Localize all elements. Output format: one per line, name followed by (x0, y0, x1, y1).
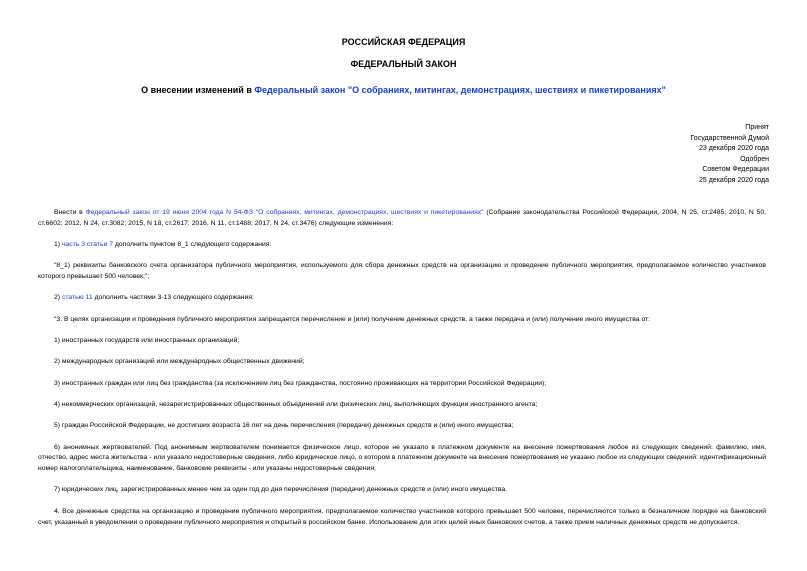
item-2-link[interactable]: статью 11 (61, 294, 93, 302)
item-2-paragraph (38, 293, 766, 304)
subitem-6-paragraph: 6) анонимных жертвователей. Под анонимным жертвователем понимается физическое лицо, которое не указало в платежном документе на внесение пожертвования любое из следующих сведений: фамилию, имя, отчество, адрес места жительства - или указало недостоверные сведения, либо юридическое лицо, о котором в платежном документе на внесение пожертвования не указано любое из следующих сведений: идентификационный номер налогоплательщика, наименование, банковские реквизиты - или указаны недостоверные сведения; (38, 443, 766, 473)
law-title-prefix: О внесении изменений в (141, 85, 255, 95)
intro-prefix: Внести в (54, 209, 86, 216)
adoption-line: Принят (745, 124, 769, 131)
subitem-3-paragraph: 3) иностранных граждан или лиц без гражданства (за исключением лиц без гражданства, постоянно проживающих на территории Российской Федерации); (54, 379, 547, 387)
subitem-5-paragraph: 5) граждан Российской Федерации, не достигших возраста 16 лет на день перечисления (передачи) денежных средств и (или) иного имущества; (54, 422, 514, 430)
adoption-line: Одобрен (740, 155, 769, 163)
item-2-suffix: дополнить частями 3-13 следующего содержания: (92, 294, 254, 302)
subitem-2-paragraph: 2) международных организаций или международных общественных движений; (54, 358, 305, 366)
law-title (0, 84, 807, 96)
intro-law-link[interactable]: Федеральный закон от 19 июня 2004 года N 54-ФЗ "О собраниях, митингах, демонстрациях, шествиях и пикетированиях" (85, 209, 484, 216)
intro-suffix: (Собрание законодательства Российской Федерации, 2004, N 25, ст.2485; 2010, N 50, ст.6602; 2012, N 24, ст.3082; 2015, N 18, ст.2617; 2016, N 11, ст.1488; 2017, N 24, ст.3476) следующие изменения: (38, 209, 766, 227)
part-4-paragraph: 4. Все денежные средства на организацию и проведение публичного мероприятия, предполагаемое количество участников которого превышает 500 человек, перечисляются только в безналичном порядке на банковский счет, указанный в уведомлении о проведении публичного мероприятия и открытый в российском банке. Использование для этих целей иных банковских счетов, а также прием наличных денежных средств не допускается. (38, 507, 766, 526)
country-heading: РОССИЙСКАЯ ФЕДЕРАЦИЯ (341, 37, 466, 47)
adoption-line: Советом Федерации (702, 166, 769, 174)
item-2-prefix: 2) (54, 294, 62, 302)
item-1-suffix: дополнить пунктом 8_1 следующего содержания: (113, 241, 272, 249)
adoption-line: 23 декабря 2020 года (698, 145, 769, 153)
item-1-paragraph (38, 240, 766, 251)
subitem-1-paragraph: 1) иностранных государств или иностранных организаций; (54, 337, 240, 345)
item-1-prefix: 1) (54, 241, 62, 249)
subitem-7-paragraph: 7) юридических лиц, зарегистрированных менее чем за один год до дня перечисления (передачи) денежных средств и (или) иного имущества. (54, 486, 508, 494)
adoption-block (569, 123, 769, 187)
part-3-paragraph: "3. В целях организации и проведения публичного мероприятия запрещается перечисление и (или) получение денежных средств, а также передача и (или) получение иного имущества от: (54, 315, 651, 323)
intro-paragraph (38, 208, 766, 230)
clause-8-1-paragraph: "8_1) реквизиты банковского счета организатора публичного мероприятия, используемого для сбора денежных средств на организацию и проведение публичного мероприятия, предполагаемое количество участников которого превышает 500 человек;"; (38, 262, 766, 281)
adoption-line: 25 декабря 2020 года (698, 176, 769, 184)
document-body (38, 208, 766, 528)
adoption-line: Государственной Думой (690, 134, 769, 142)
law-type-heading: ФЕДЕРАЛЬНЫЙ ЗАКОН (350, 59, 457, 69)
subitem-4-paragraph: 4) некоммерческих организаций, незарегистрированных общественных объединений или физических лиц, выполняющих функции иностранного агента; (54, 400, 538, 408)
item-1-link[interactable]: часть 3 статьи 7 (61, 241, 114, 249)
law-title-link[interactable]: Федеральный закон "О собраниях, митингах, демонстрациях, шествиях и пикетированиях" (254, 85, 666, 95)
